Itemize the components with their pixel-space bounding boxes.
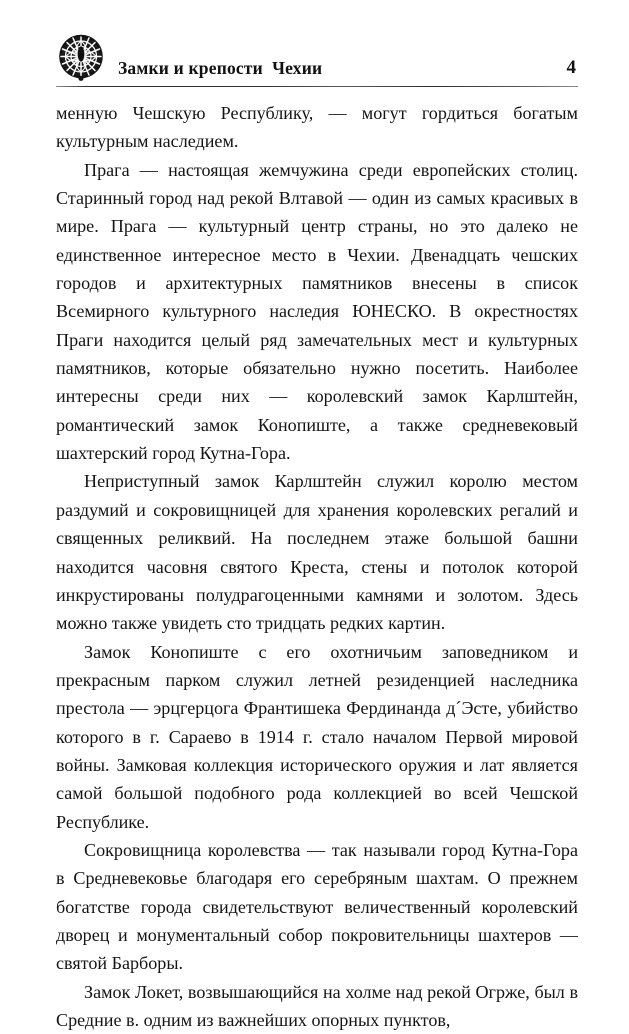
paragraph: Замок Конопиште с его охотничьим заповедником и прекрасным парком служил летней резиденцией наследника престола — эрцгерцога Франтишека Фердинанда д´Эсте, убийство которого в г. Сараево в 1914 г. стало началом Первой мировой войны. Замковая коллекция исторического оружия и лат является самой большой подобного рода коллекцией во всей Чешской Республике.	[56, 641, 578, 832]
running-header-row	[56, 30, 578, 82]
running-header	[56, 30, 578, 88]
body-text-column	[56, 99, 578, 1034]
paragraph: менную Чешскую Республику, — могут гордиться богатым культурным наследием.	[56, 103, 578, 152]
rosette-medallion-icon	[56, 32, 106, 82]
page-title: Замки и крепости Чехии	[118, 58, 323, 78]
header-divider-rule	[56, 86, 578, 87]
paragraph: Замок Локет, возвышающийся на холме над рекой Огрже, был в Средние в. одним из важнейших опорных пунктов,	[56, 981, 578, 1030]
paragraph: Сокровищница королевства — так называли город Кутна-Гора в Средневековье благодаря его серебряным шахтам. О прежнем богатстве города свидетельствуют величественный королевский дворец и монументальный собор покровительницы шахтеров — святой Барборы.	[56, 839, 578, 974]
paragraph: Неприступный замок Карлштейн служил королю местом раздумий и сокровищницей для хранения королевских регалий и священных реликвий. На последнем этаже большой башни находится часовня святого Креста, стены и потолок которой инкрустированы полудрагоценными камнями и золотом. Здесь можно также увидеть сто тридцать редких картин.	[56, 471, 578, 634]
paragraph: Прага — настоящая жемчужина среди европейских столиц. Старинный город над рекой Влтавой — один из самых красивых в мире. Прага — культурный центр страны, но это далеко не единственное интересное место в Чехии. Двенадцать чешских городов и архитектурных памятников внесены в список Всемирного культурного наследия ЮНЕСКО. В окрестностях Праги находится целый ряд замечательных мест и культурных памятников, которые обязательно нужно посетить. Наиболее интересны среди них — королевский замок Карлштейн, романтический замок Конопиште, а также средневековый шахтерский город Кутна-Гора.	[56, 159, 578, 464]
page-number: 4	[566, 57, 576, 78]
